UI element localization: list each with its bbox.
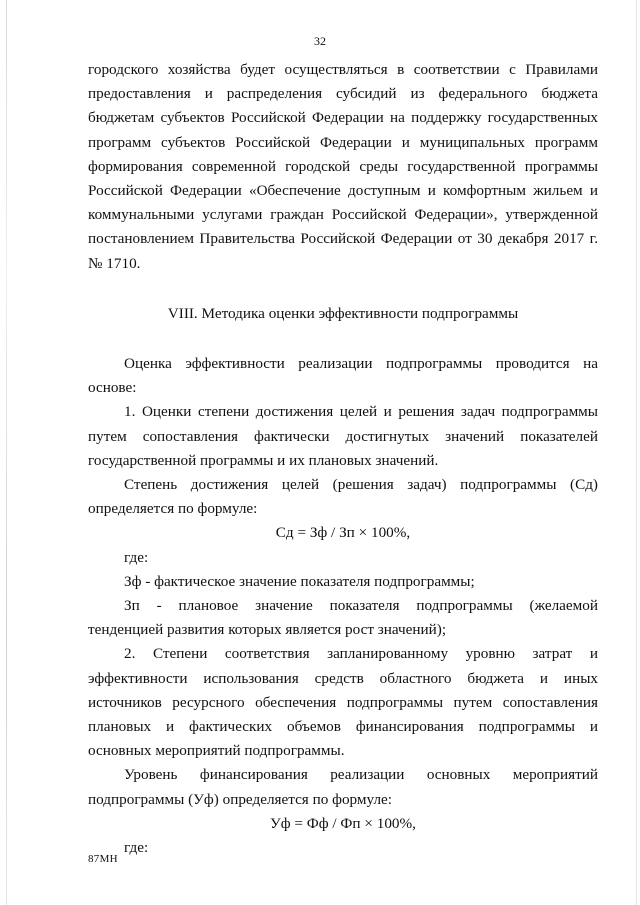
definition-planned-value: Зп - плановое значение показателя подпрограммы (желаемой тенденцией развития которых является рост значений); <box>88 597 598 639</box>
scan-edge-left <box>6 0 7 905</box>
section-heading: VIII. Методика оценки эффективности подпрограммы <box>167 304 519 322</box>
where-label-2: где: <box>124 839 149 857</box>
paragraph-financing-level: Уровень финансирования реализации основных мероприятий подпрограммы (Уф) определяется по формуле: <box>88 766 598 808</box>
page-number: 32 <box>314 34 326 48</box>
document-body <box>88 58 598 860</box>
paragraph-goal-achievement: Степень достижения целей (решения задач) подпрограммы (Сд) определяется по формуле: <box>88 476 598 518</box>
footer-document-code: 87МН <box>88 853 118 865</box>
formula-goal-achievement: Сд = Зф / Зп × 100%, <box>275 524 411 542</box>
formula-financing-level: Уф = Фф / Фп × 100%, <box>270 814 416 832</box>
paragraph-item-2: 2. Степени соответствия запланированному уровню затрат и эффективности использования средств областного бюджета и иных источников ресурсного обеспечения подпрограммы путем сопоставления плановых и фактических объемов финансирования подпрограммы и основных мероприятий подпрограммы. <box>88 645 598 760</box>
paragraph-evaluation-basis: Оценка эффективности реализации подпрограммы проводится на основе: <box>88 355 598 397</box>
scan-edge-right <box>636 0 637 905</box>
paragraph-subsidy-rules: городского хозяйства будет осуществляться в соответствии с Правилами предоставления и распределения субсидий из федерального бюджета бюджетам субъектов Российской Федерации на поддержку государственных программ субъектов Российской Федерации и муниципальных программ формирования современной городской среды государственной программы Российской Федерации «Обеспечение доступным и комфортным жильем и коммунальными услугами граждан Российской Федерации», утвержденной постановлением Правительства Российской Федерации от 30 декабря 2017 г. № 1710. <box>88 61 598 272</box>
definition-actual-value: Зф - фактическое значение показателя подпрограммы; <box>124 572 475 590</box>
where-label-1: где: <box>124 548 149 566</box>
paragraph-item-1: 1. Оценки степени достижения целей и решения задач подпрограммы путем сопоставления фактически достигнутых значений показателей государственной программы и их плановых значений. <box>88 403 598 469</box>
